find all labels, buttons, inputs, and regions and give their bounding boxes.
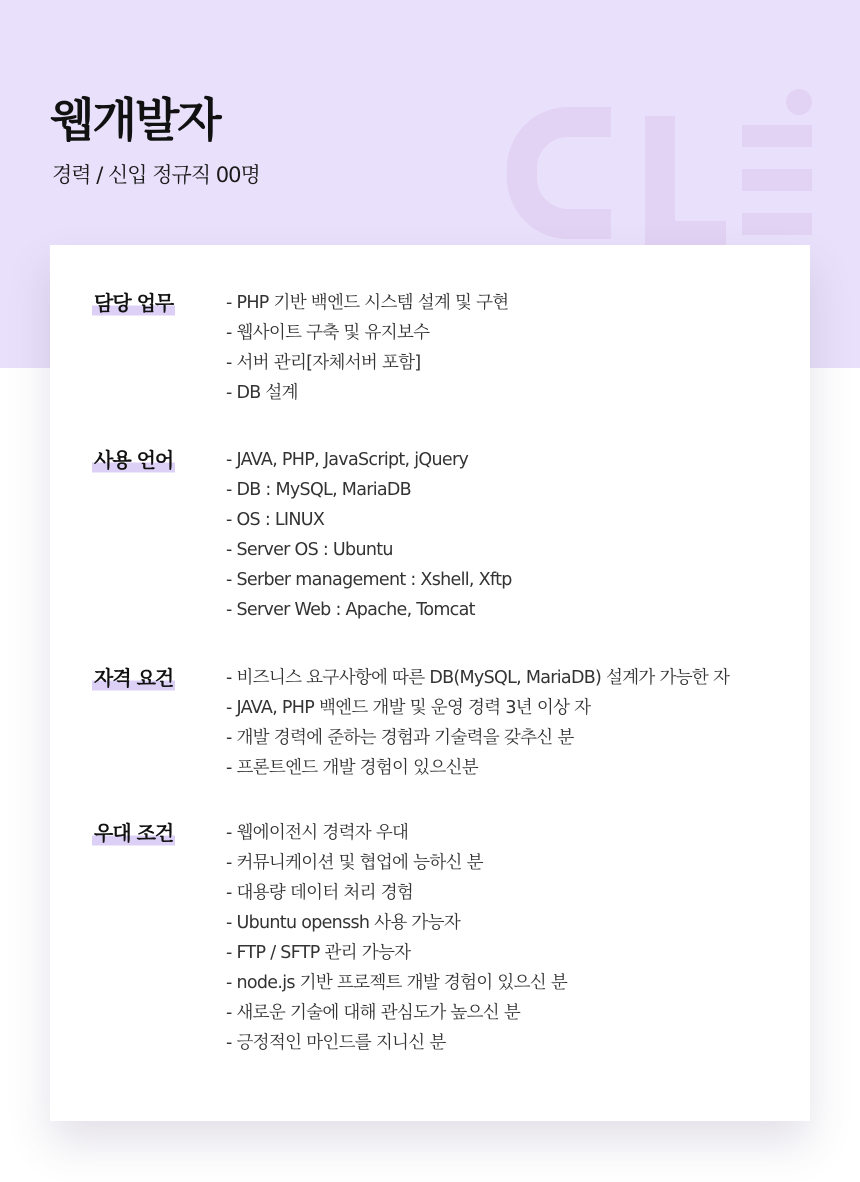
list-item: - 프론트엔드 개발 경험이 있으신분: [226, 758, 478, 778]
list-item: - 비즈니스 요구사항에 따른 DB(MySQL, MariaDB) 설계가 가능한 자: [226, 668, 730, 688]
list-item: - 서버 관리[자체서버 포함]: [226, 353, 421, 373]
list-item: - OS : LINUX: [226, 510, 325, 530]
list-item: - Ubuntu openssh 사용 가능자: [226, 913, 461, 933]
item-list: [226, 445, 512, 625]
item-list: [226, 288, 508, 408]
job-subtitle: 경력 / 신입 정규직 00명: [52, 163, 260, 187]
cle-logo-watermark: [496, 86, 826, 256]
list-item: - 개발 경력에 준하는 경험과 기술력을 갖추신 분: [226, 728, 574, 748]
list-item: - DB 설계: [226, 383, 298, 403]
job-title: 웹개발자: [50, 93, 220, 147]
item-list: [226, 818, 567, 1058]
list-item: - 새로운 기술에 대해 관심도가 높으신 분: [226, 1003, 521, 1023]
list-item: - 긍정적인 마인드를 지니신 분: [226, 1033, 446, 1053]
list-item: - DB : MySQL, MariaDB: [226, 480, 411, 500]
list-item: - PHP 기반 백엔드 시스템 설계 및 구현: [226, 293, 509, 313]
list-item: - JAVA, PHP 백엔드 개발 및 운영 경력 3년 이상 자: [226, 698, 591, 718]
list-item: - node.js 기반 프로젝트 개발 경험이 있으신 분: [226, 973, 568, 993]
item-list: [226, 663, 729, 783]
list-item: - Serber management : Xshell, Xftp: [226, 570, 512, 590]
section-heading: 담당 업무: [92, 288, 175, 318]
section-heading: 사용 언어: [92, 445, 175, 475]
list-item: - Server Web : Apache, Tomcat: [226, 600, 475, 620]
job-details-card: [50, 245, 810, 1121]
list-item: - 웹에이전시 경력자 우대: [226, 823, 409, 843]
list-item: - 커뮤니케이션 및 협업에 능하신 분: [226, 853, 483, 873]
section-heading: 자격 요건: [92, 663, 175, 693]
list-item: - FTP / SFTP 관리 가능자: [226, 943, 411, 963]
list-item: - Server OS : Ubuntu: [226, 540, 393, 560]
list-item: - 웹사이트 구축 및 유지보수: [226, 323, 430, 343]
list-item: - JAVA, PHP, JavaScript, jQuery: [226, 450, 469, 470]
list-item: - 대용량 데이터 처리 경험: [226, 883, 414, 903]
section-heading: 우대 조건: [92, 818, 175, 848]
